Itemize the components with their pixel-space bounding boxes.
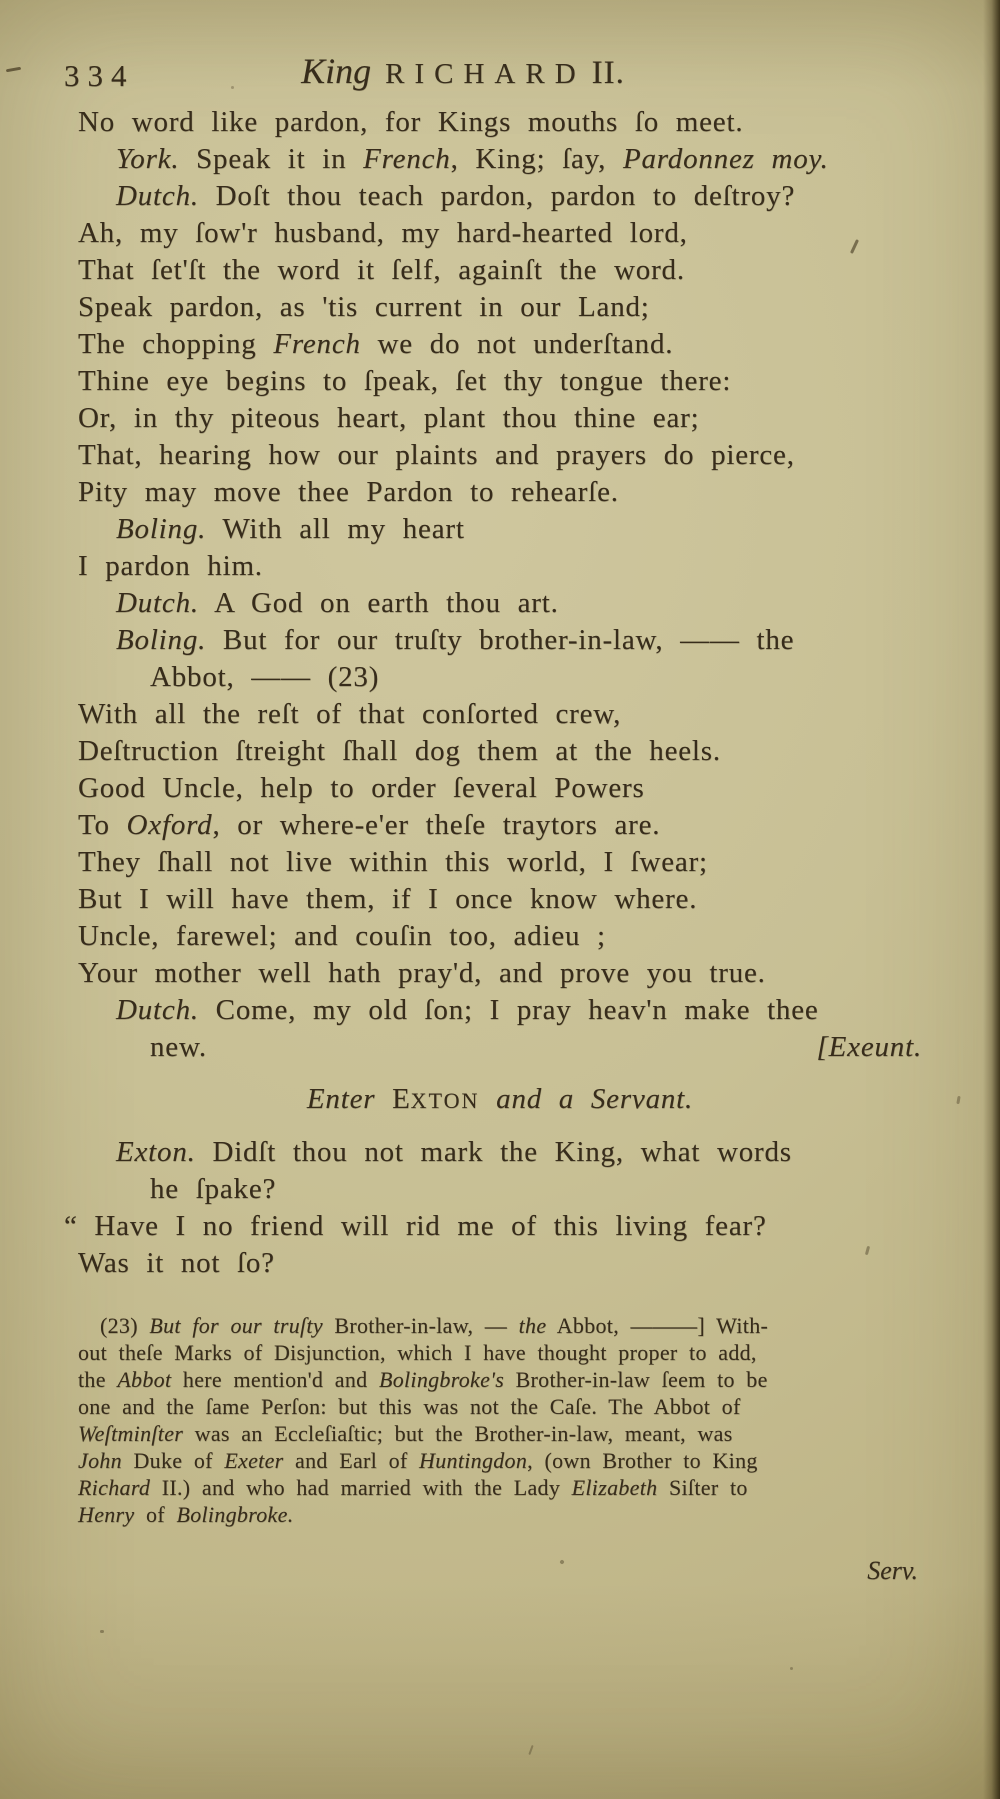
text-run: But I will have them, if I once know where. xyxy=(78,883,698,915)
text-line xyxy=(78,215,922,252)
running-title-name: RICHARD xyxy=(385,58,586,90)
text-run: Come, my old ſon; I pray heav'n make thee xyxy=(198,994,819,1026)
right-aligned-text xyxy=(817,1029,922,1066)
text-line xyxy=(78,548,922,585)
text-run: Brother-in-law ſeem to be xyxy=(504,1367,768,1392)
text-run: the xyxy=(78,1367,118,1392)
text-run: , or where-e'er theſe traytors are. xyxy=(212,809,661,841)
text-run: , King; ſay, xyxy=(450,143,623,175)
text-line xyxy=(78,770,922,807)
text-run: Dutch. xyxy=(116,180,199,212)
text-run: II.) and who had married with the Lady xyxy=(150,1475,572,1500)
ink-speck xyxy=(790,1667,793,1670)
text-line xyxy=(78,1420,922,1447)
text-line xyxy=(78,474,922,511)
text-block xyxy=(64,104,922,1586)
text-run: With all my heart xyxy=(206,513,465,545)
text-run: was an Eccleſiaſtic; but the Brother-in-law, meant, was xyxy=(183,1421,733,1446)
text-run: Dutch. xyxy=(116,587,199,619)
text-run: the xyxy=(518,1313,547,1338)
text-run: To xyxy=(78,809,127,841)
text-line xyxy=(78,1501,922,1528)
page-gutter-shadow xyxy=(983,0,1000,1799)
text-run: The chopping xyxy=(78,328,274,360)
text-run: Speak pardon, as 'tis current in our Land; xyxy=(78,291,650,323)
text-run: Was it not ſo? xyxy=(78,1247,275,1279)
text-run: Henry xyxy=(78,1502,135,1527)
text-run: Bolingbroke's xyxy=(378,1367,505,1392)
text-line xyxy=(78,178,922,215)
text-run: Elizabeth xyxy=(571,1475,658,1500)
text-line xyxy=(78,1312,922,1339)
text-line xyxy=(78,733,922,770)
text-run: John xyxy=(78,1448,122,1473)
text-line xyxy=(78,437,922,474)
text-run: That ſet'ſt the word it ſelf, againſt the word. xyxy=(78,254,685,286)
text-run: But for our truſty brother-in-law, —— the xyxy=(206,624,795,656)
text-run: “ Have I no friend will rid me of this living fear? xyxy=(64,1210,767,1242)
text-run: Doſt thou teach pardon, pardon to deſtroy? xyxy=(198,180,796,212)
text-line xyxy=(78,511,922,548)
text-line xyxy=(78,1447,922,1474)
text-line xyxy=(78,326,922,363)
ink-speck xyxy=(231,86,234,89)
text-line xyxy=(78,955,922,992)
text-run: No word like pardon, for Kings mouths ſo meet. xyxy=(78,106,744,138)
text-run: here mention'd and xyxy=(171,1367,379,1392)
ink-speck xyxy=(528,1745,533,1755)
text-run: Enter xyxy=(306,1083,393,1115)
text-run: Good Uncle, help to order ſeveral Powers xyxy=(78,772,645,804)
text-run: Abbot, —— (23) xyxy=(150,661,380,693)
running-title-numeral: II. xyxy=(591,55,625,91)
text-line xyxy=(78,1171,922,1208)
text-run: Pardonnez moy. xyxy=(622,143,829,175)
ink-speck xyxy=(956,1096,960,1104)
text-run: Or, in thy piteous heart, plant thou thine ear; xyxy=(78,402,700,434)
text-line xyxy=(78,918,922,955)
text-run: Speak it in xyxy=(179,143,364,175)
text-run: Brother-in-law, — xyxy=(322,1313,519,1338)
text-line xyxy=(78,1393,922,1420)
text-run: Abbot, ———] With- xyxy=(546,1313,769,1338)
text-run: Boling. xyxy=(116,513,207,545)
play-text xyxy=(64,104,922,1282)
text-line xyxy=(78,1245,922,1282)
text-run: Deſtruction ſtreight ſhall dog them at the heels. xyxy=(78,735,721,767)
ink-speck xyxy=(6,67,21,73)
text-line xyxy=(78,992,922,1029)
text-run: French xyxy=(363,143,451,175)
text-line xyxy=(78,400,922,437)
text-run: Boling. xyxy=(116,624,207,656)
text-run: Weſtminſter xyxy=(78,1421,184,1446)
text-run: With all the reſt of that conſorted crew, xyxy=(78,698,622,730)
text-line xyxy=(78,881,922,918)
text-run: Oxford xyxy=(126,809,213,841)
text-line xyxy=(78,1029,922,1066)
text-run: new. xyxy=(150,1031,207,1063)
text-line xyxy=(78,252,922,289)
text-run: Exeter xyxy=(224,1448,284,1473)
text-run: Duke of xyxy=(121,1448,225,1473)
text-line xyxy=(64,1208,922,1245)
text-line xyxy=(78,696,922,733)
text-line xyxy=(78,1339,922,1366)
running-title xyxy=(34,50,892,92)
text-run: and a Servant. xyxy=(479,1083,694,1115)
text-run: Dutch. xyxy=(116,994,199,1026)
text-run: Exton. xyxy=(116,1136,196,1168)
text-line xyxy=(78,104,922,141)
text-run: Ah, my ſow'r husband, my hard-hearted lord, xyxy=(78,217,688,249)
footnote xyxy=(78,1312,922,1528)
text-line xyxy=(78,1366,922,1393)
text-run: French xyxy=(273,328,361,360)
text-run: A God on earth thou art. xyxy=(198,587,559,619)
text-run: I pardon him. xyxy=(78,550,263,582)
text-line xyxy=(78,363,922,400)
stage-direction xyxy=(78,1081,922,1119)
text-run: , (own Brother to King xyxy=(527,1448,758,1473)
text-line xyxy=(78,622,922,659)
text-run: York. xyxy=(116,143,180,175)
text-run: Richard xyxy=(78,1475,151,1500)
text-line xyxy=(78,844,922,881)
text-run: and Earl of xyxy=(283,1448,420,1473)
text-line xyxy=(78,807,922,844)
text-run: Abbot xyxy=(117,1367,172,1392)
text-run: of xyxy=(134,1502,177,1527)
text-run: we do not underſtand. xyxy=(360,328,674,360)
text-run: Uncle, farewel; and couſin too, adieu ; xyxy=(78,920,606,952)
text-run: That, hearing how our plaints and prayers do pierce, xyxy=(78,439,795,471)
ink-speck xyxy=(100,1630,104,1633)
text-run: [Exeunt. xyxy=(816,1031,922,1063)
text-run: Huntingdon xyxy=(419,1448,528,1473)
text-run: Bolingbroke. xyxy=(176,1502,294,1527)
text-run: (23) xyxy=(100,1313,150,1338)
text-run: They ſhall not live within this world, I ſwear; xyxy=(78,846,708,878)
text-run: he ſpake? xyxy=(150,1173,277,1205)
text-line xyxy=(78,141,922,178)
text-run: E xyxy=(392,1083,411,1115)
text-run: Thine eye begins to ſpeak, ſet thy tongue there: xyxy=(78,365,732,397)
text-run: But for our truſty xyxy=(149,1313,323,1338)
text-run: XTON xyxy=(410,1088,480,1113)
text-line xyxy=(78,1474,922,1501)
page-header xyxy=(64,50,922,102)
text-line xyxy=(78,289,922,326)
text-line xyxy=(78,659,922,696)
catchword: Serv. xyxy=(867,1556,918,1585)
text-run: Pity may move thee Pardon to rehearſe. xyxy=(78,476,619,508)
text-run: one and the ſame Perſon: but this was not the Caſe. The Abbot of xyxy=(78,1394,741,1419)
text-run: Your mother well hath pray'd, and prove you true. xyxy=(78,957,766,989)
page-number: 334 xyxy=(64,58,135,93)
text-run: Didſt thou not mark the King, what words xyxy=(195,1136,792,1168)
text-line xyxy=(78,1134,922,1171)
running-title-king: King xyxy=(301,51,372,91)
text-line xyxy=(78,585,922,622)
text-run: Siſter to xyxy=(657,1475,748,1500)
text-run: out theſe Marks of Disjunction, which I have thought proper to add, xyxy=(78,1340,757,1365)
